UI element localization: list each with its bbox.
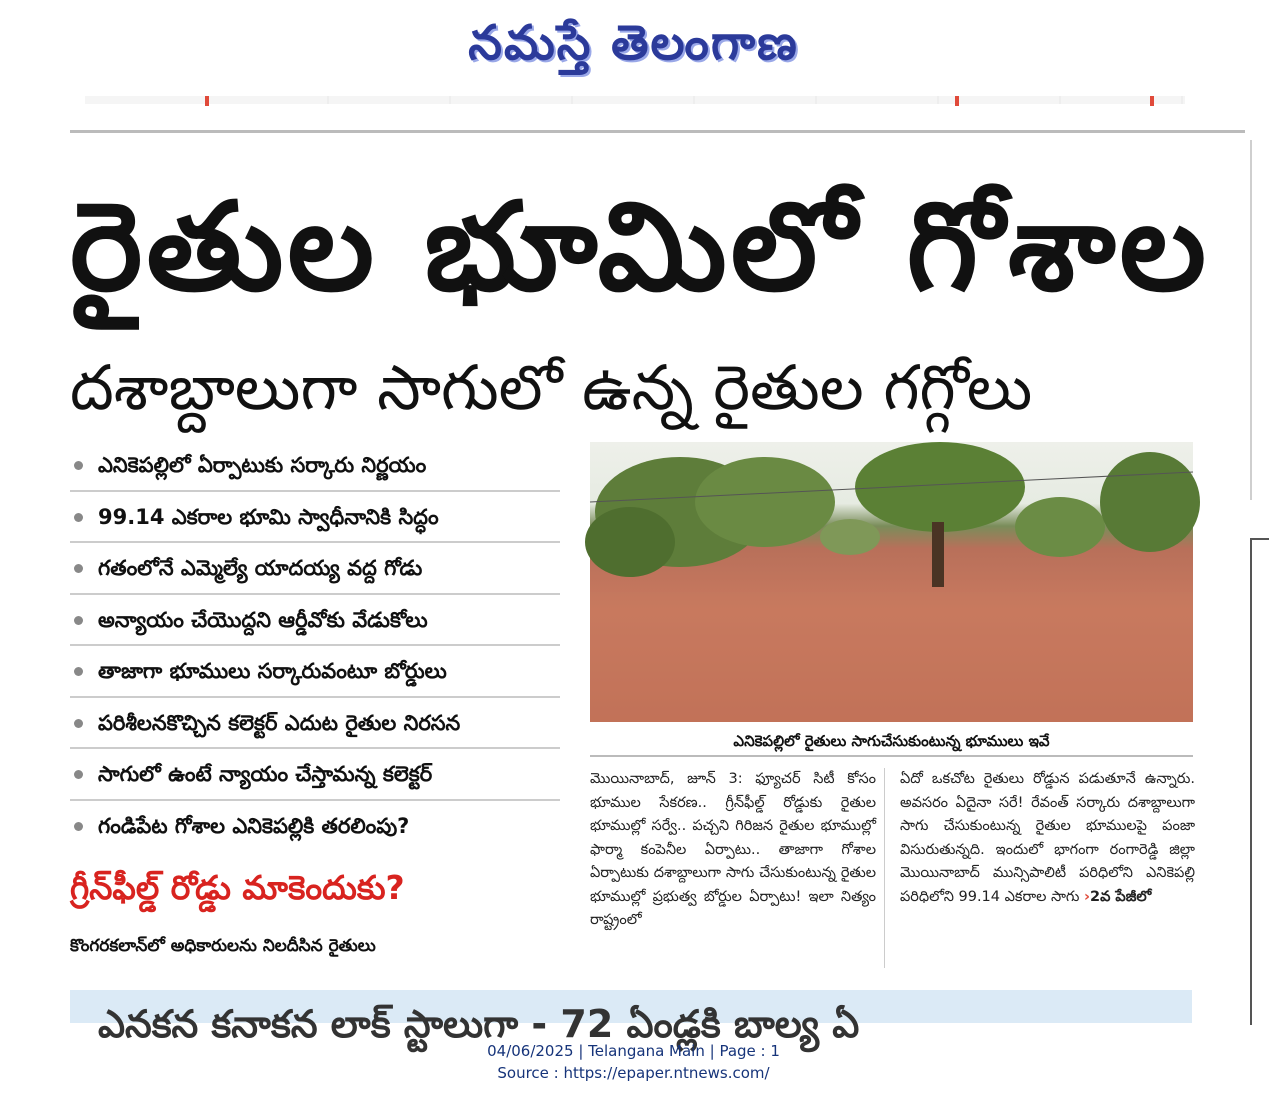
bullet-dot-icon [74,770,83,779]
bullet-item [70,543,560,595]
bullet-dot-icon [74,822,83,831]
article-column-1: మొయినాబాద్, జూన్ 3: ఫ్యూచర్ సిటీ కోసం భూముల సేకరణ.. గ్రీన్‌ఫీల్డ్ రోడ్డుకు రైతుల భూముల్లో సర్వే.. పచ్చని గిరిజన రైతుల భూముల్లో ఫార్మా కంపెనీల ఏర్పాటు.. తాజాగా గోశాల ఏర్పాటుకు దశాబ్దాలుగా సాగు చేసుకుంటున్న రైతుల భూముల్లో ప్రభుత్వ బోర్డుల ఏర్పాటు! ఇలా నిత్యం రాష్ట్రంలో [590,768,885,968]
bullet-item [70,801,560,853]
bullet-item [70,595,560,647]
bullet-text: 99.14 ఎకరాల భూమి స్వాధీనానికి సిద్ధం [98,504,439,529]
article-column-2-text: ఏదో ఒకచోట రైతులు రోడ్డున పడుతూనే ఉన్నారు. అవసరం ఏదైనా సరే! రేవంత్ సర్కారు దశాబ్దాలుగా సాగు చేసుకుంటున్న రైతుల భూములపై పంజా విసురుతున్నది. ఇందులో భాగంగా రంగారెడ్డి జిల్లా మొయినాబాద్ మున్సిపాలిటీ పరిధిలోని ఎనికెపల్లి పరిధిలోని 99.14 ఎకరాల సాగు [900,771,1195,905]
photo-caption: ఎనికెపల్లిలో రైతులు సాగుచేసుకుంటున్న భూములు ఇవే [590,727,1193,757]
bullet-text: పరిశీలనకొచ్చిన కలెక్టర్ ఎదుట రైతుల నిరసన [98,710,461,735]
bullet-dot-icon [74,719,83,728]
article-column-2 [900,768,1195,968]
masthead-ticker-strip [85,96,1185,104]
footer-edition-info: 04/06/2025 | Telangana Main | Page : 1 [487,1042,780,1060]
bullet-item [70,440,560,492]
sidebar-subtext: కొంగరకలాన్‌లో అధికారులను నిలదీసిన రైతులు [70,936,376,956]
page-subheadline: దశాబ్దాలుగా సాగులో ఉన్న రైతుల గగ్గోలు [70,351,1033,424]
bullet-dot-icon [74,564,83,573]
sidebar-red-heading: గ్రీన్‌ఫీల్డ్ రోడ్డు మాకెందుకు? [70,868,405,907]
highlight-bullets [70,440,560,852]
continued-on-page-link[interactable]: 2వ పేజీలో [1089,888,1152,905]
masthead-logo: నమస్తే తెలంగాణ [468,15,799,71]
bullet-text: అన్యాయం చేయొద్దని ఆర్డీవోకు వేడుకోలు [98,607,428,632]
bullet-item [70,698,560,750]
bullet-text: గండిపేట గోశాల ఎనికెపల్లికి తరలింపు? [98,813,410,838]
bullet-dot-icon [74,667,83,676]
footer-source-link[interactable]: Source : https://epaper.ntnews.com/ [497,1064,770,1082]
bullet-item [70,492,560,544]
top-divider [70,130,1245,133]
ticker-mark [205,96,209,106]
right-column-border [1250,538,1269,1025]
farmland-photo [590,442,1193,722]
bullet-text: తాజాగా భూములు సర్కారువంటూ బోర్డులు [98,659,447,683]
ticker-mark [1150,96,1154,106]
bullet-dot-icon [74,616,83,625]
bullet-dot-icon [74,513,83,522]
bullet-item [70,646,560,698]
right-divider [1250,140,1252,500]
bullet-text: ఎనికెపల్లిలో ఏర్పాటుకు సర్కారు నిర్ణయం [98,453,427,477]
bullet-text: సాగులో ఉంటే న్యాయం చేస్తామన్న కలెక్టర్ [98,762,433,786]
continue-arrow-icon: › [1084,888,1090,905]
ticker-mark [955,96,959,106]
bullet-item [70,749,560,801]
bottom-story-band [70,990,1192,1046]
bullet-dot-icon [74,461,83,470]
farmland-trees-illustration [590,442,1193,722]
bullet-text: గతంలోనే ఎమ్మెల్యే యాదయ్య వద్ద గోడు [98,556,423,580]
bottom-band-headline: ఎనకన కనాకన లాక్ స్టాలుగా - 72 ఏండ్లకి బాల్య ఏ [98,1002,860,1046]
page-footer [0,1040,1267,1084]
page-headline: రైతుల భూమిలో గోశాల [70,176,1210,318]
